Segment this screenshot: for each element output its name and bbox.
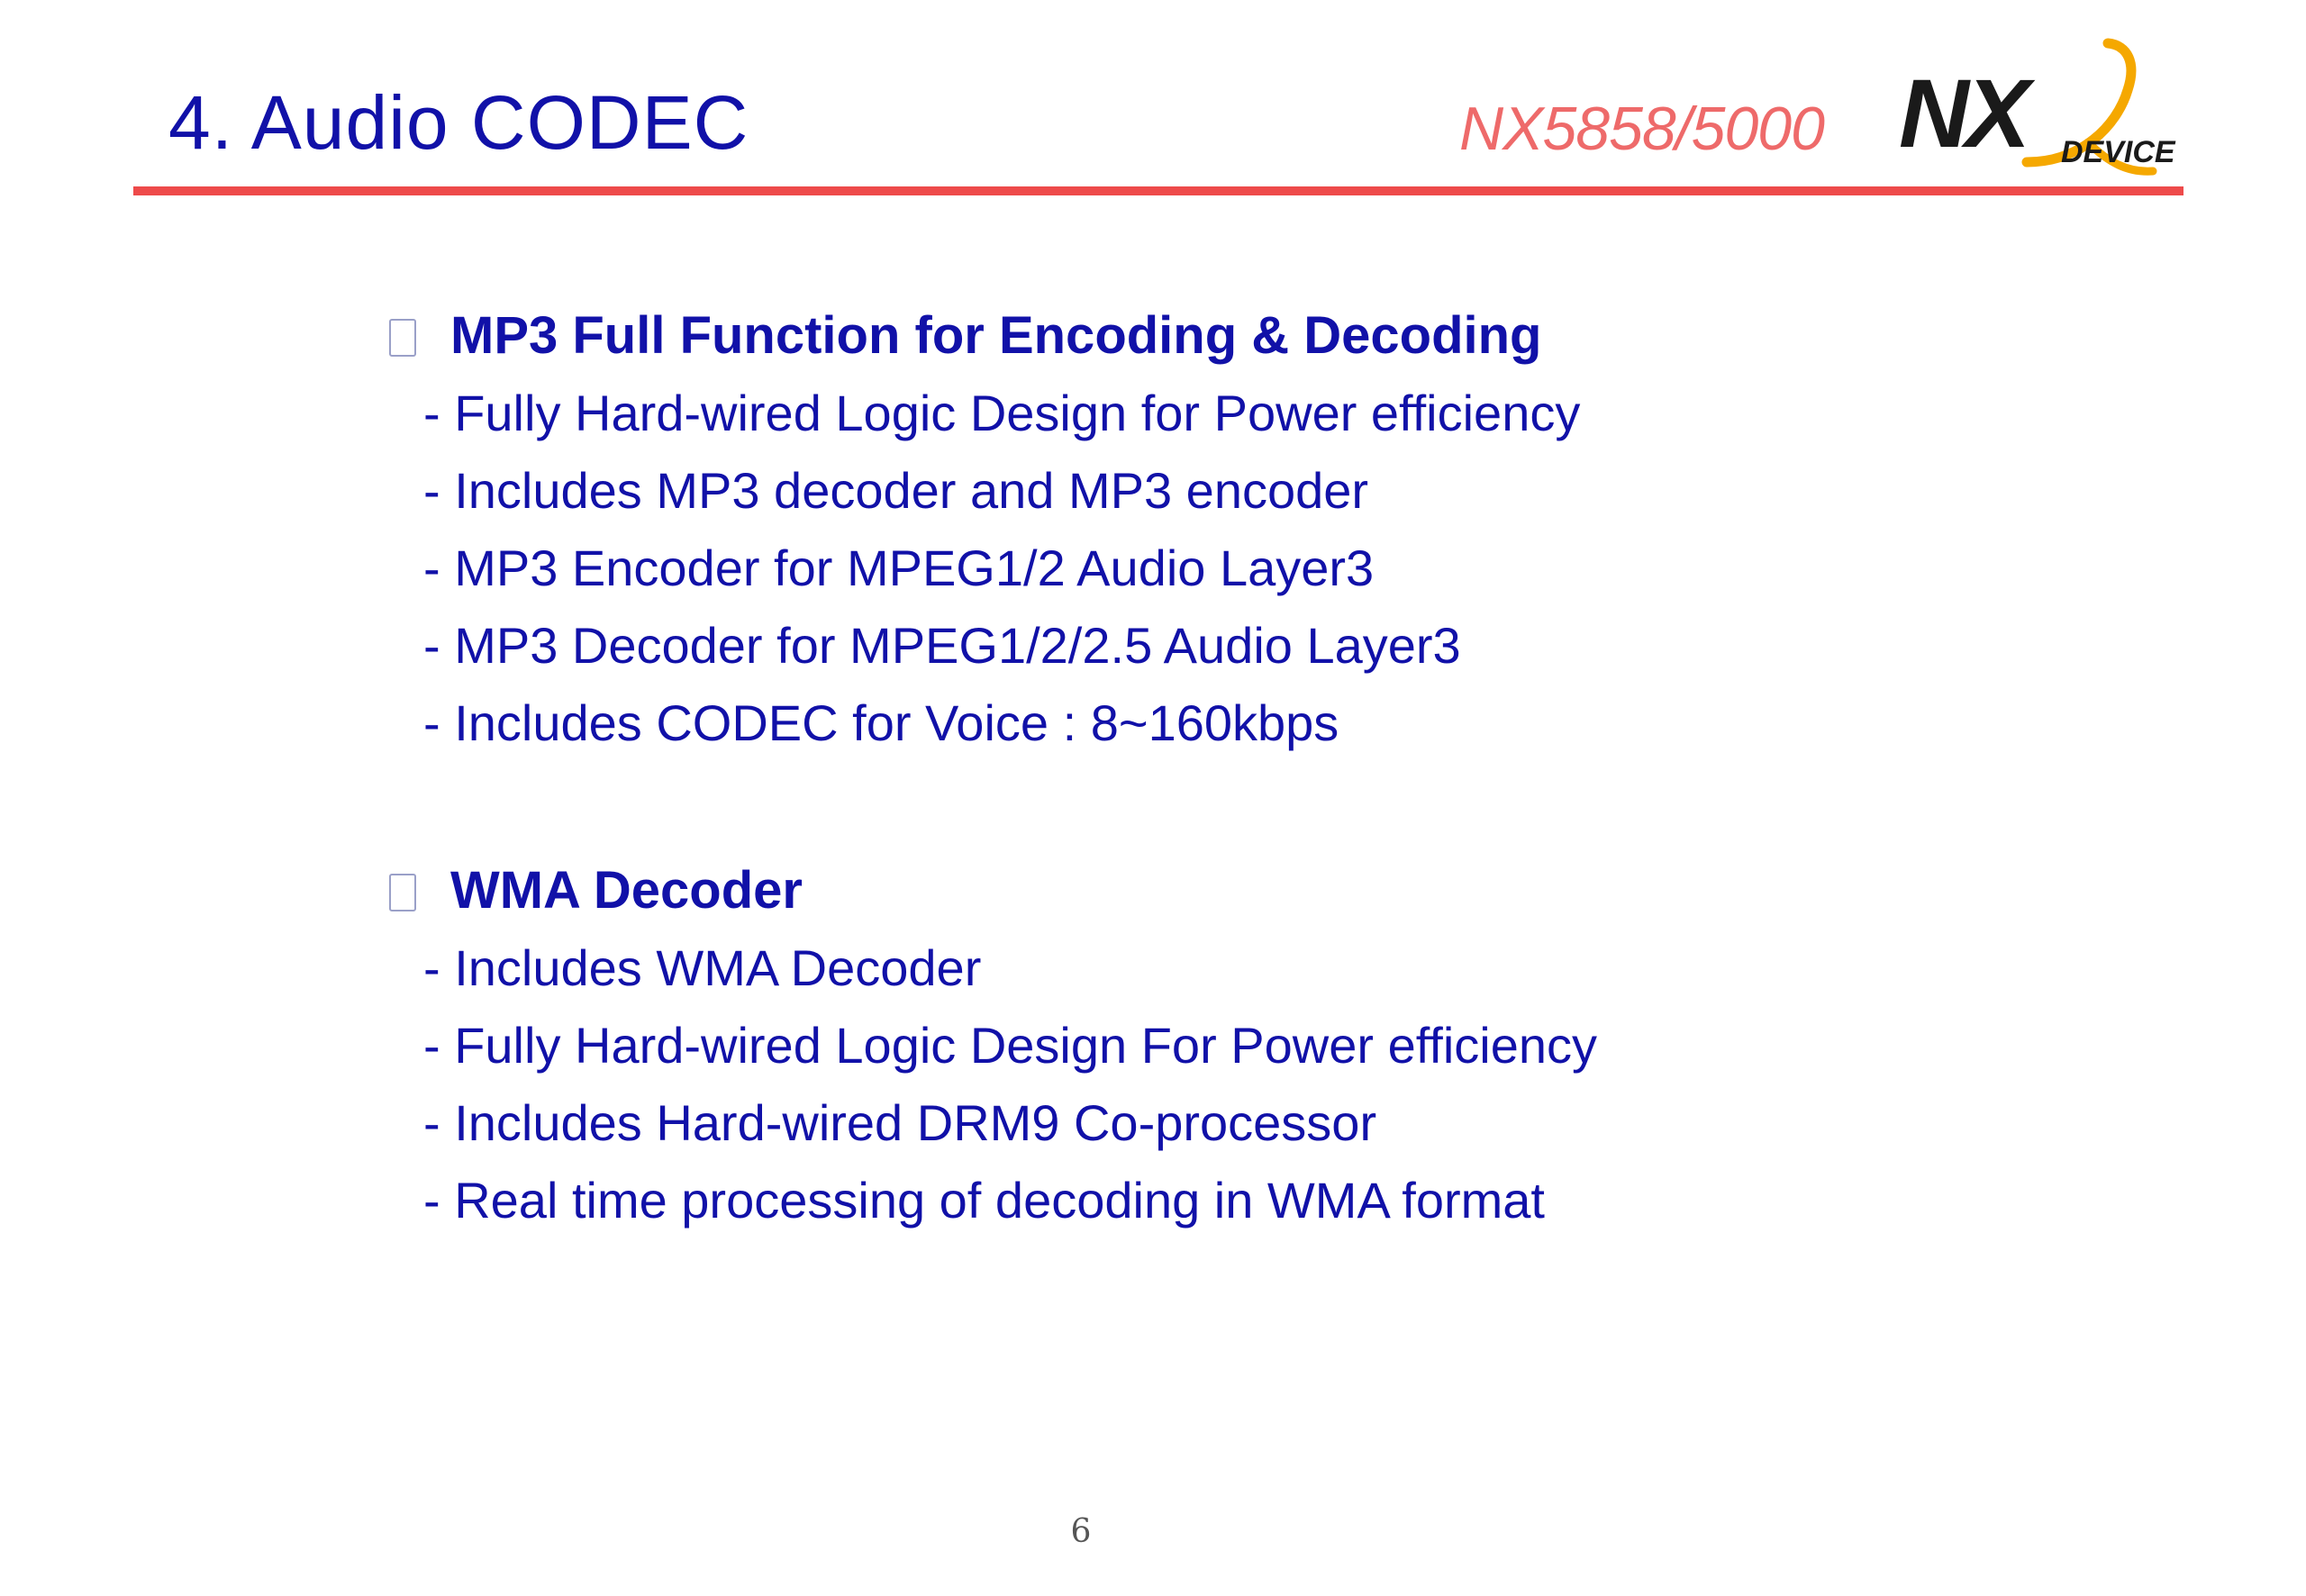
nx-device-logo xyxy=(1892,27,2189,180)
bullet-item: - Fully Hard-wired Logic Design for Power efficiency xyxy=(423,385,1581,441)
nx-device-logo-graphic xyxy=(1892,27,2189,180)
checkbox-bullet-icon xyxy=(389,874,416,911)
bullet-item: - MP3 Decoder for MPEG1/2/2.5 Audio Layer3 xyxy=(423,617,1461,674)
bullet-item: - Includes Hard-wired DRM9 Co-processor xyxy=(423,1094,1377,1151)
bullet-list-mp3 xyxy=(389,375,2011,762)
logo-nx-text: NX xyxy=(1899,59,2028,168)
bullet-list-wma xyxy=(389,929,2011,1239)
logo-device-text: DEVICE xyxy=(2061,135,2175,169)
slide-title: 4. Audio CODEC xyxy=(168,80,749,165)
bullet-item: - Real time processing of decoding in WMA format xyxy=(423,1172,1545,1229)
bullet-item: - Fully Hard-wired Logic Design For Power efficiency xyxy=(423,1017,1597,1074)
bullet-item: - MP3 Encoder for MPEG1/2 Audio Layer3 xyxy=(423,540,1375,596)
section-heading-text: WMA Decoder xyxy=(450,861,803,920)
section-heading-mp3 xyxy=(389,297,2011,375)
section-heading-text: MP3 Full Function for Encoding & Decoding xyxy=(450,306,1542,365)
section-heading-wma xyxy=(389,852,2011,929)
section-mp3 xyxy=(389,297,2011,762)
slide-content xyxy=(389,297,2011,1329)
model-name: NX5858/5000 xyxy=(1459,95,1824,163)
checkbox-bullet-icon xyxy=(389,319,416,357)
bullet-item: - Includes WMA Decoder xyxy=(423,939,982,996)
bullet-item: - Includes MP3 decoder and MP3 encoder xyxy=(423,462,1369,519)
header-divider xyxy=(133,186,2183,195)
bullet-item: - Includes CODEC for Voice : 8~160kbps xyxy=(423,694,1339,751)
page-number: 6 xyxy=(1070,1513,1092,1550)
section-wma xyxy=(389,852,2011,1239)
